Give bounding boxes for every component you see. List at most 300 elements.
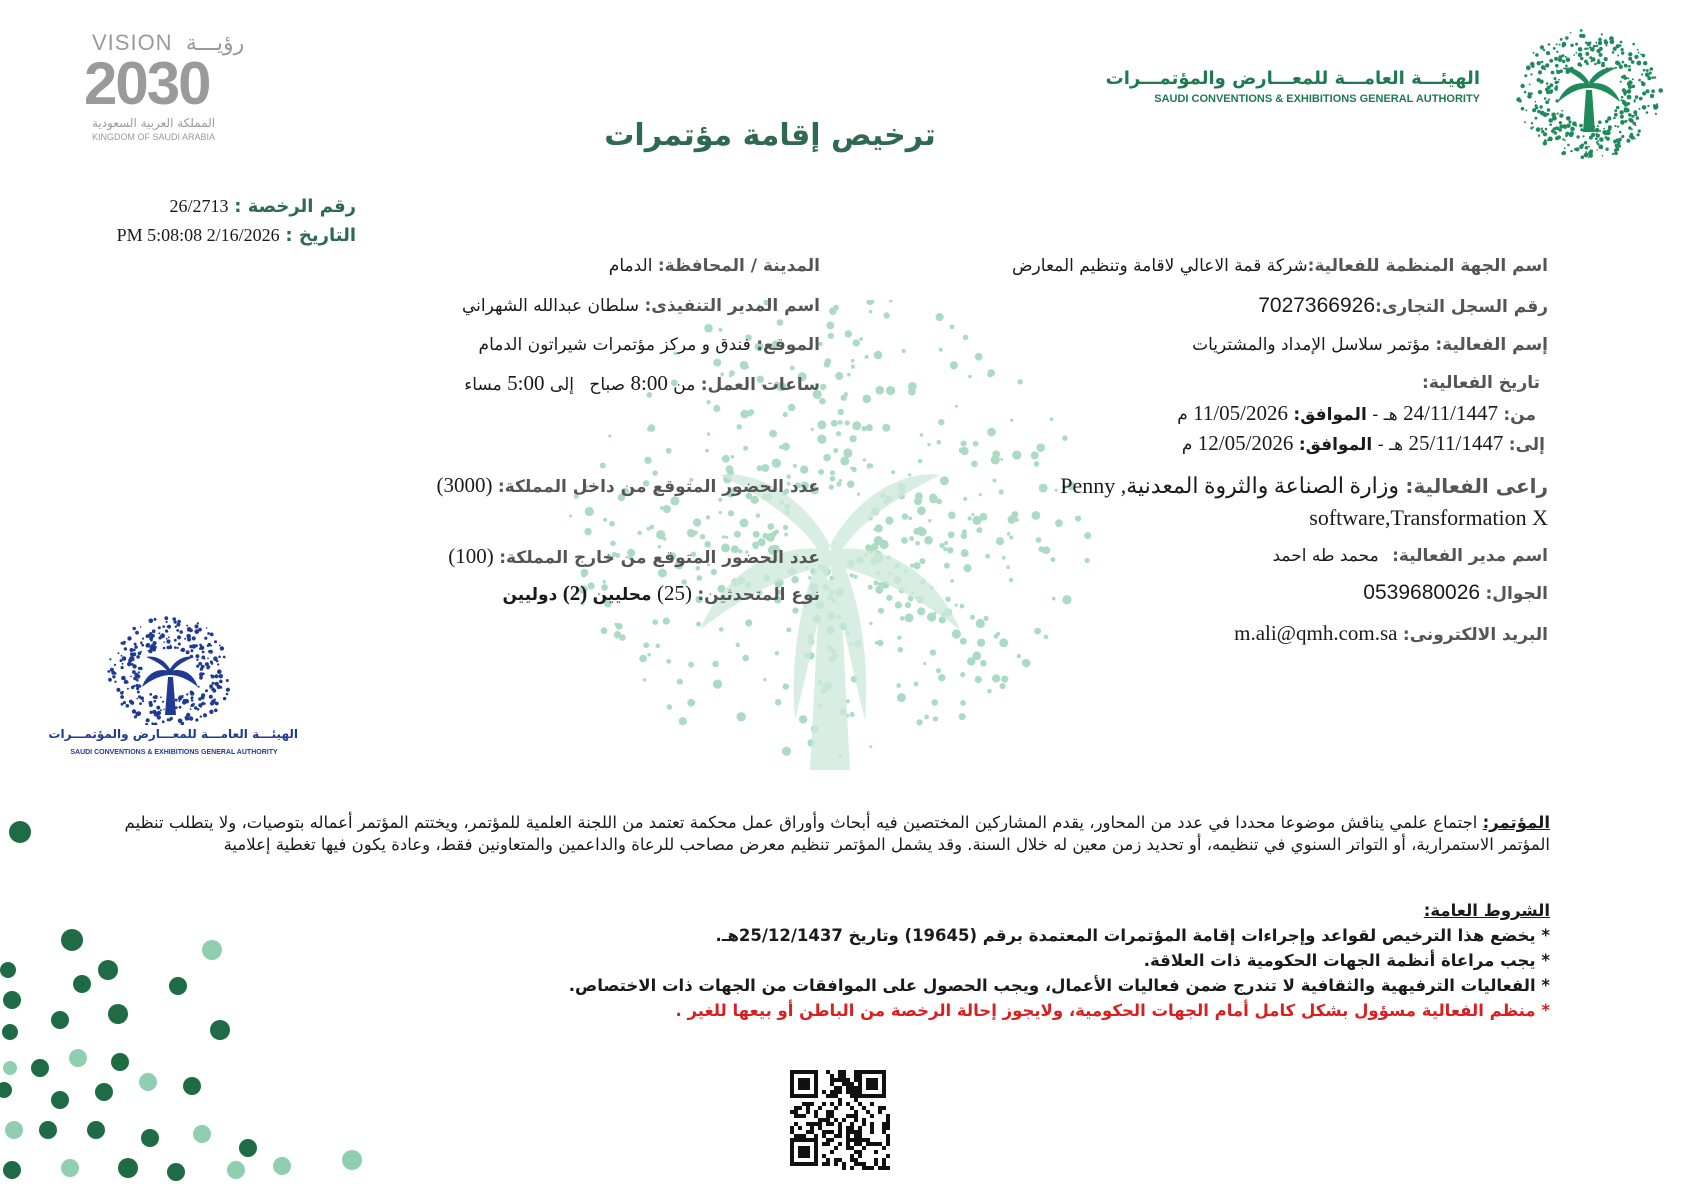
hours-label: ساعات العمل: [700, 375, 820, 395]
watermark-dot [850, 573, 854, 577]
qr-cell [806, 1106, 810, 1110]
qr-cell [862, 1166, 866, 1170]
logo-dot [1620, 41, 1623, 44]
watermark-dot [639, 655, 647, 663]
authority-logo [1508, 22, 1668, 172]
logo-dot [190, 649, 193, 652]
logo-dot [1614, 109, 1617, 112]
logo-dot [1557, 113, 1559, 115]
logo-dot [162, 720, 165, 723]
logo-dot [1584, 48, 1587, 51]
qr-cell [870, 1114, 874, 1118]
logo-dot [1525, 109, 1527, 111]
watermark-dot [663, 505, 671, 513]
watermark-dot [933, 716, 938, 721]
logo-dot [1596, 128, 1598, 130]
logo-dot [190, 708, 192, 710]
logo-dot [1627, 95, 1632, 100]
license-info [40, 192, 356, 250]
ceo-label: اسم المدير التنفيذى: [644, 296, 820, 316]
logo-dot [1639, 97, 1643, 101]
logo-dot [1627, 77, 1629, 79]
watermark-dot [838, 409, 844, 415]
qr-cell [790, 1126, 794, 1130]
logo-dot [140, 626, 142, 628]
logo-dot [1549, 123, 1552, 126]
qr-cell [854, 1086, 858, 1090]
logo-dot [1580, 57, 1583, 60]
logo-dot [1562, 151, 1566, 155]
logo-dot [1601, 63, 1605, 67]
watermark-dot [909, 536, 914, 541]
hours-to-time: 5:00 [507, 371, 545, 395]
logo-dot [130, 701, 134, 705]
logo-dot [1606, 45, 1608, 47]
logo-dot [149, 703, 153, 707]
watermark-dot [697, 575, 703, 581]
logo-dot [126, 681, 128, 683]
logo-dot [149, 646, 151, 648]
watermark-dot [800, 466, 808, 474]
qr-cell [830, 1110, 834, 1114]
qr-cell [846, 1090, 850, 1094]
logo-dot [190, 697, 192, 699]
hours-from-time: 8:00 [630, 371, 668, 395]
watermark-dot [704, 324, 713, 333]
watermark-dot [823, 454, 831, 462]
logo-dot [1546, 82, 1549, 85]
logo-dot [1617, 44, 1619, 46]
logo-dot [1647, 105, 1649, 107]
logo-dot [1566, 124, 1570, 128]
logo-dot [132, 709, 136, 713]
logo-dot [107, 670, 110, 673]
watermark-dot [833, 448, 838, 453]
qr-cell [854, 1142, 858, 1146]
logo-dot [1579, 64, 1582, 67]
logo-dot [162, 625, 165, 628]
speakers-local: محليين [592, 585, 652, 605]
qr-cell [862, 1122, 866, 1126]
logo-dot [1639, 129, 1641, 131]
watermark-dot [859, 337, 863, 341]
watermark-dot [865, 355, 869, 359]
watermark-dot [601, 627, 608, 634]
watermark-dot [845, 330, 852, 337]
logo-dot [1584, 141, 1588, 145]
qr-cell [806, 1110, 810, 1114]
logo-dot [179, 700, 181, 702]
logo-dot [1613, 47, 1617, 51]
qr-cell [826, 1070, 830, 1074]
logo-dot [110, 668, 114, 672]
qr-cell [834, 1090, 838, 1094]
logo-dot [1548, 137, 1553, 142]
decorative-dot [61, 1159, 79, 1177]
logo-dot [1574, 148, 1577, 151]
qr-cell [850, 1122, 854, 1126]
logo-dot [1598, 145, 1603, 150]
logo-dot [114, 664, 116, 666]
decorative-dot [183, 1077, 201, 1095]
logo-dot [1531, 64, 1534, 67]
logo-dot [1550, 83, 1554, 87]
logo-dot [138, 671, 140, 673]
watermark-dot [740, 361, 749, 370]
watermark-dot [863, 395, 872, 404]
logo-dot [133, 685, 135, 687]
decorative-dot [139, 1073, 157, 1091]
decorative-dot [273, 1157, 291, 1175]
logo-dot [1573, 129, 1575, 131]
watermark-dot [875, 641, 878, 644]
logo-dot [1650, 67, 1654, 71]
qr-cell [822, 1118, 826, 1122]
watermark-dot [706, 400, 710, 404]
logo-dot [1614, 151, 1618, 155]
vision-2030-logo [84, 28, 274, 148]
qr-cell [854, 1094, 858, 1098]
logo-dot [1581, 144, 1584, 147]
qr-cell [810, 1102, 814, 1106]
logo-dot [1580, 128, 1583, 131]
watermark-dot [663, 618, 670, 625]
qr-cell [850, 1086, 854, 1090]
logo-dot [1619, 44, 1622, 47]
logo-dot [1599, 47, 1603, 51]
logo-dot [1599, 137, 1604, 142]
logo-dot [160, 696, 162, 698]
watermark-dot [1036, 537, 1042, 543]
qr-cell [846, 1146, 850, 1150]
qr-cell [834, 1086, 838, 1090]
logo-dot [1582, 135, 1584, 137]
watermark-dot [853, 339, 860, 346]
logo-dot [137, 656, 140, 659]
watermark-dot [609, 521, 615, 527]
watermark-dot [687, 529, 694, 536]
watermark-dot [666, 448, 672, 454]
logo-dot [219, 674, 223, 678]
qr-cell [834, 1158, 838, 1162]
qr-cell [830, 1150, 834, 1154]
qr-cell [886, 1126, 890, 1130]
logo-dot [1637, 133, 1640, 136]
logo-dot [1559, 128, 1562, 131]
qr-cell [802, 1114, 806, 1118]
logo-dot [210, 674, 212, 676]
logo-dot [1524, 74, 1527, 77]
logo-dot [1651, 89, 1655, 93]
logo-dot [163, 641, 165, 643]
event-value: مؤتمر سلاسل الإمداد والمشتريات [1192, 335, 1430, 355]
logo-dot [1533, 52, 1535, 54]
logo-dot [226, 679, 229, 682]
logo-dot [1570, 150, 1572, 152]
logo-dot [112, 675, 115, 678]
qr-cell [842, 1166, 846, 1170]
watermark-dot [1034, 461, 1040, 467]
logo-dot [218, 656, 221, 659]
decorative-dot [39, 1121, 57, 1139]
logo-dot [1536, 127, 1541, 132]
decorative-dot [342, 1150, 362, 1170]
qr-cell [822, 1162, 826, 1166]
qr-cell [850, 1106, 854, 1110]
watermark-dot [647, 653, 651, 657]
logo-dot [178, 643, 181, 646]
qr-cell [858, 1130, 862, 1134]
qr-cell [866, 1138, 870, 1142]
logo-dot [184, 638, 186, 640]
watermark-dot [737, 712, 746, 721]
watermark-dot [917, 607, 925, 615]
logo-dot [205, 689, 208, 692]
logo-dot [215, 702, 219, 706]
authority-name-ar: الهيئـــة العامـــة للمعـــارض والمؤتمـــرات [1105, 68, 1480, 89]
qr-cell [822, 1102, 826, 1106]
logo-dot [1615, 144, 1619, 148]
watermark-dot [614, 623, 617, 626]
logo-dot [1538, 90, 1542, 94]
logo-dot [1619, 131, 1622, 134]
watermark-dot [734, 531, 741, 538]
logo-dot [167, 626, 169, 628]
qr-cell [826, 1138, 830, 1142]
watermark-dot [865, 544, 872, 551]
logo-dot [1607, 116, 1611, 120]
watermark-dot [756, 513, 760, 517]
qr-cell [830, 1130, 834, 1134]
watermark-dot [897, 693, 906, 702]
watermark-dot [852, 467, 857, 472]
logo-dot [170, 717, 173, 720]
logo-dot [1580, 29, 1583, 32]
logo-dot [1628, 68, 1631, 71]
qr-cell [854, 1118, 858, 1122]
logo-dot [181, 696, 183, 698]
watermark-dot [828, 333, 834, 339]
logo-dot [1626, 139, 1630, 143]
watermark-dot [660, 506, 664, 510]
qr-cell [858, 1138, 862, 1142]
vision-kingdom-en: KINGDOM OF SAUDI ARABIA [92, 132, 216, 142]
logo-dot [1567, 144, 1570, 147]
logo-dot [1538, 135, 1540, 137]
qr-cell [870, 1142, 874, 1146]
watermark-dot [916, 719, 922, 725]
qr-cell [830, 1114, 834, 1118]
qr-cell [838, 1090, 842, 1094]
qr-cell [838, 1102, 842, 1106]
qr-cell [874, 1150, 878, 1154]
watermark-dot [984, 616, 989, 621]
watermark-dot [980, 660, 987, 667]
logo-dot [155, 712, 159, 716]
watermark-dot [900, 616, 905, 621]
logo-dot [1545, 100, 1549, 104]
qr-cell [798, 1106, 802, 1110]
to-m-mark: م [1181, 435, 1193, 455]
logo-dot [133, 664, 135, 666]
logo-dot [114, 672, 117, 675]
qr-cell [870, 1130, 874, 1134]
watermark-dot [817, 435, 826, 444]
watermark-dot [740, 519, 749, 528]
logo-dot [152, 629, 156, 633]
logo-dot [127, 688, 129, 690]
qr-cell [854, 1098, 858, 1102]
logo-dot [1642, 54, 1646, 58]
logo-dot [138, 667, 141, 670]
mobile-field [880, 582, 1548, 605]
watermark-dot [783, 525, 788, 530]
logo-dot [160, 633, 165, 638]
logo-dot [1627, 89, 1632, 94]
logo-dot [1612, 51, 1615, 54]
city-value: الدمام [608, 256, 653, 276]
logo-dot [209, 710, 213, 714]
qr-cell [850, 1166, 854, 1170]
decorative-dot [9, 821, 31, 843]
logo-dot [196, 659, 198, 661]
logo-dot [1591, 133, 1595, 137]
qr-cell [822, 1130, 826, 1134]
logo-dot [1624, 93, 1627, 96]
logo-dot [140, 641, 143, 644]
city-field [360, 255, 820, 277]
manager-value: محمد طه احمد [1272, 546, 1379, 566]
logo-dot [1556, 51, 1558, 53]
qr-cell [878, 1110, 882, 1114]
qr-cell [818, 1122, 822, 1126]
watermark-dot [840, 457, 849, 466]
qr-cell [862, 1162, 866, 1166]
logo-dot [1604, 57, 1608, 61]
decorative-dot [2, 1024, 18, 1040]
logo-dot [140, 696, 144, 700]
logo-dot [142, 638, 144, 640]
logo-dot [134, 673, 138, 677]
sponsor-value-line2: software,Transformation X [1309, 505, 1548, 530]
watermark-dot [693, 531, 697, 535]
watermark-dot [869, 464, 873, 468]
logo-dot [1605, 136, 1608, 139]
logo-dot [207, 658, 209, 660]
watermark-dot [784, 533, 788, 537]
logo-dot [1559, 113, 1563, 117]
logo-dot [183, 699, 187, 703]
logo-dot [122, 642, 125, 645]
speakers-intl-count: (2) [562, 581, 588, 605]
logo-dot [198, 686, 200, 688]
logo-dot [202, 698, 204, 700]
logo-dot [152, 648, 156, 652]
watermark-dot [737, 424, 742, 429]
logo-dot [1554, 77, 1557, 80]
logo-dot [146, 634, 150, 638]
qr-cell [822, 1090, 826, 1094]
logo-dot [134, 643, 137, 646]
watermark-dot [766, 533, 775, 542]
logo-dot [1604, 132, 1608, 136]
watermark-dot [584, 528, 591, 535]
logo-dot [1544, 139, 1547, 142]
watermark-dot [644, 457, 651, 464]
qr-cell [794, 1106, 798, 1110]
qr-cell [826, 1122, 830, 1126]
qr-cell [846, 1126, 850, 1130]
logo-dot [186, 650, 190, 654]
logo-dot [1617, 55, 1619, 57]
logo-dot [1625, 77, 1627, 79]
logo-dot [1537, 61, 1541, 65]
watermark-dot [687, 699, 695, 707]
qr-cell [850, 1114, 854, 1118]
qr-cell [814, 1114, 818, 1118]
qr-cell [846, 1138, 850, 1142]
watermark-dot [826, 322, 834, 330]
watermark-dot [972, 651, 981, 660]
qr-cell [882, 1158, 886, 1162]
logo-dot [1624, 109, 1627, 112]
logo-dot [1617, 126, 1619, 128]
logo-dot [1596, 134, 1600, 138]
from-m-mark: م [1177, 405, 1188, 425]
logo-dot [132, 652, 136, 656]
logo-dot [210, 660, 213, 663]
logo-dot [1624, 75, 1626, 77]
qr-cell [846, 1078, 850, 1082]
watermark-dot [817, 420, 826, 429]
logo-dot [1554, 57, 1558, 61]
logo-dot [186, 625, 188, 627]
qr-cell [802, 1102, 806, 1106]
logo-dot [146, 644, 150, 648]
logo-dot [1599, 130, 1601, 132]
logo-dot [136, 698, 138, 700]
logo-dot [1550, 119, 1553, 122]
logo-dot [1658, 88, 1663, 93]
qr-cell [826, 1110, 830, 1114]
logo-dot [121, 703, 124, 706]
decorative-dot [108, 1004, 128, 1024]
watermark-dot [713, 680, 722, 689]
location-value: فندق و مركز مؤتمرات شيراتون الدمام [478, 335, 751, 355]
logo-dot [151, 722, 154, 725]
watermark-dot [652, 619, 658, 625]
watermark-dot [930, 649, 936, 655]
watermark-dot [614, 631, 621, 638]
logo-dot [1581, 155, 1585, 159]
qr-cell [842, 1162, 846, 1166]
logo-dot [1650, 94, 1654, 98]
logo-dot [154, 723, 158, 726]
logo-dot [1599, 53, 1603, 57]
watermark-dot [656, 530, 665, 539]
watermark-dot [830, 476, 836, 482]
logo-dot [1584, 153, 1589, 158]
logo-dot [194, 706, 197, 709]
logo-dot [1634, 138, 1636, 140]
qr-cell [850, 1158, 854, 1162]
decorative-dot [111, 1053, 129, 1071]
watermark-dot [841, 395, 847, 401]
event-date-label: تاريخ الفعالية: [1422, 373, 1540, 393]
logo-dot [1562, 60, 1565, 63]
logo-dot [203, 713, 207, 717]
logo-dot [177, 647, 179, 649]
